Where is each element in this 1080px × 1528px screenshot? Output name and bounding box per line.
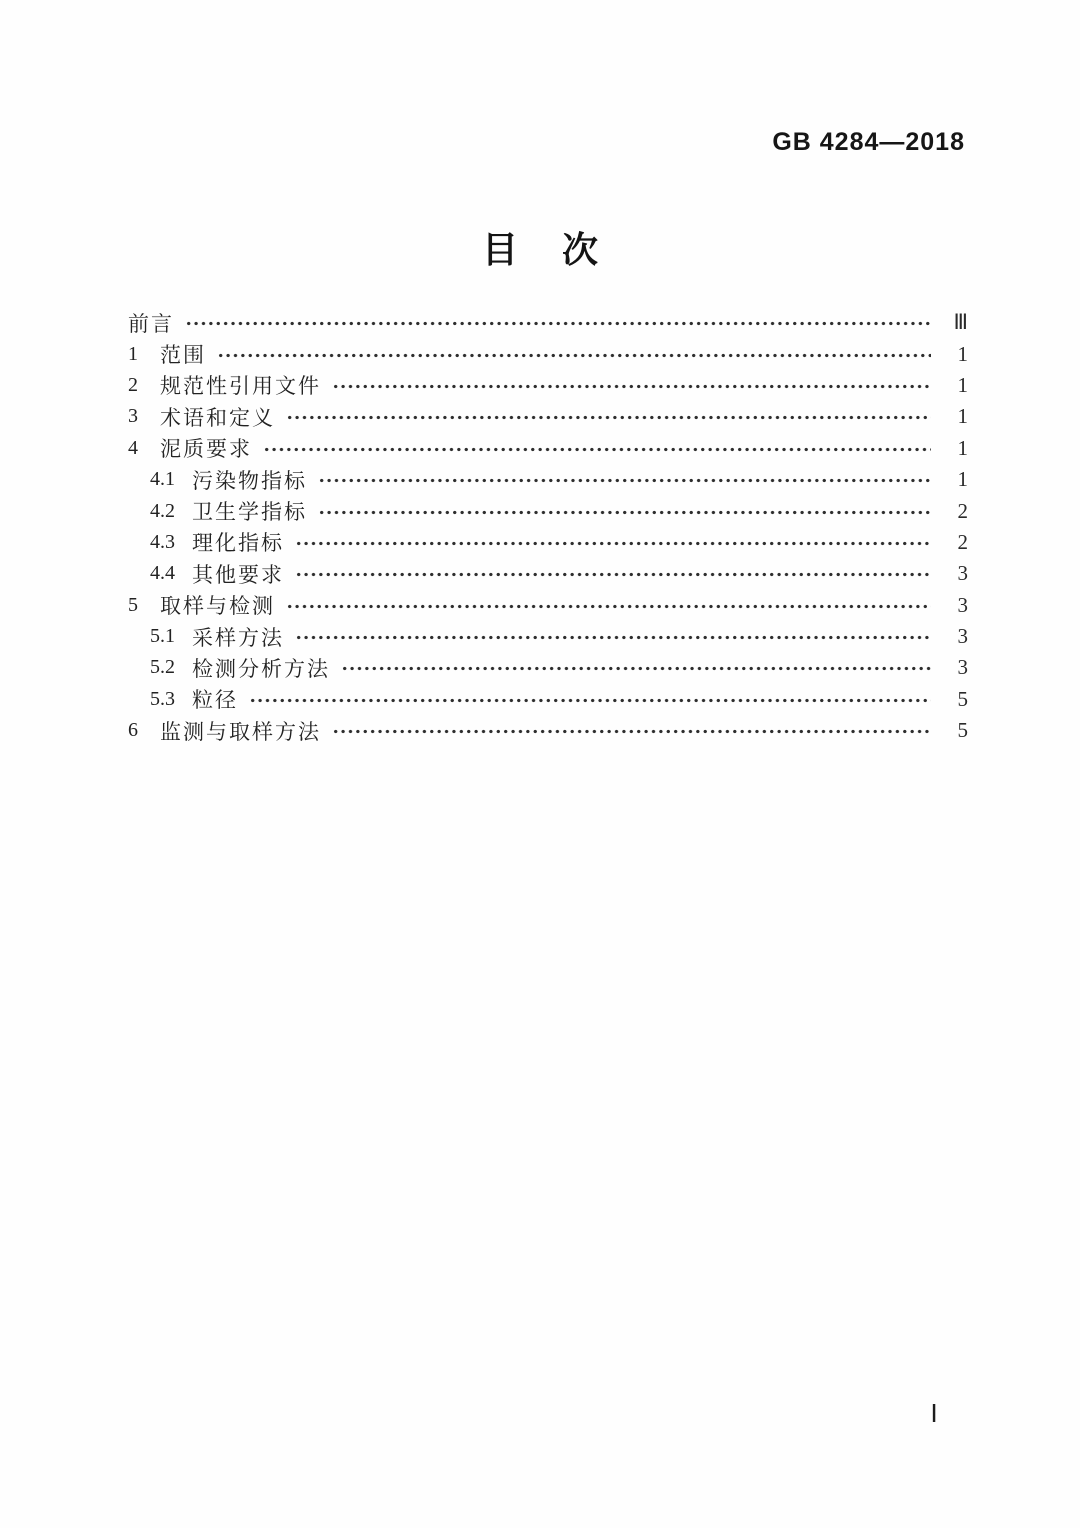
toc-entry xyxy=(128,307,968,338)
dot-leader xyxy=(295,627,931,648)
toc-entry-number: 5.1 xyxy=(150,625,175,648)
toc-entry-page-number: 5 xyxy=(957,686,968,711)
toc-entry xyxy=(128,715,968,746)
toc-entry-page-number: 3 xyxy=(957,561,968,586)
page-title-char-1: 目 xyxy=(481,230,518,270)
dot-leader xyxy=(341,658,931,679)
toc-entry-page-number: 3 xyxy=(957,592,968,617)
toc-entry-page-number: 1 xyxy=(957,404,968,429)
toc-entry xyxy=(128,527,968,558)
dot-leader xyxy=(332,376,931,397)
toc-entry xyxy=(128,338,968,369)
toc-entry-page-number: 3 xyxy=(957,655,968,680)
toc-entry xyxy=(128,495,968,526)
toc-entry-number: 5 xyxy=(128,593,138,616)
toc-entry-number: 1 xyxy=(128,342,138,365)
toc-entry-number: 5.2 xyxy=(150,656,175,679)
toc-entry-title: 卫生学指标 xyxy=(192,500,307,525)
toc-entry xyxy=(128,401,968,432)
toc-entry-title: 其他要求 xyxy=(192,562,284,587)
toc-entry-title: 范围 xyxy=(160,343,206,368)
footer-page-number: Ⅰ xyxy=(930,1401,938,1428)
toc-entry-number: 6 xyxy=(128,719,138,742)
dot-leader xyxy=(318,502,931,523)
toc-entry-page-number: 1 xyxy=(957,341,968,366)
dot-leader xyxy=(286,407,931,428)
toc-entry-title: 理化指标 xyxy=(192,531,284,556)
toc-entry xyxy=(128,621,968,652)
toc-entry-title: 监测与取样方法 xyxy=(160,719,321,744)
toc-entry-number: 4.1 xyxy=(150,468,175,491)
toc-entry-page-number: Ⅲ xyxy=(953,310,968,335)
toc-entry-title: 粒径 xyxy=(192,688,238,713)
dot-leader xyxy=(295,533,931,554)
toc-entry-page-number: 1 xyxy=(957,435,968,460)
toc-entry-page-number: 3 xyxy=(957,624,968,649)
toc-entry-number: 4.4 xyxy=(150,562,175,585)
toc-entry-page-number: 2 xyxy=(957,498,968,523)
toc-entry-page-number: 5 xyxy=(957,718,968,743)
toc-entry-number: 4.3 xyxy=(150,530,175,553)
toc-entry-page-number: 1 xyxy=(957,372,968,397)
toc-entry-number: 3 xyxy=(128,405,138,428)
dot-leader xyxy=(217,345,931,366)
toc-entry-page-number: 1 xyxy=(957,467,968,492)
toc-entry-title: 采样方法 xyxy=(192,625,284,650)
toc-entry-title: 规范性引用文件 xyxy=(160,374,321,399)
toc-entry-page-number: 2 xyxy=(957,529,968,554)
toc-entry-title: 污染物指标 xyxy=(192,468,307,493)
toc-entry-number: 4.2 xyxy=(150,499,175,522)
dot-leader xyxy=(332,721,931,742)
toc-entry-number: 5.3 xyxy=(150,687,175,710)
dot-leader xyxy=(185,313,931,334)
toc-entry-title: 泥质要求 xyxy=(160,437,252,462)
dot-leader xyxy=(318,470,931,491)
dot-leader xyxy=(295,564,931,585)
dot-leader xyxy=(286,596,931,617)
toc-entry-title: 取样与检测 xyxy=(160,594,275,619)
toc-entry xyxy=(128,370,968,401)
dot-leader xyxy=(249,690,931,711)
page-title-char-2: 次 xyxy=(562,230,599,270)
toc-entry-title: 前言 xyxy=(128,311,174,336)
toc-entry-title: 术语和定义 xyxy=(160,405,275,430)
standard-code: GB 4284—2018 xyxy=(772,128,965,156)
toc-entry xyxy=(128,433,968,464)
toc-entry xyxy=(128,652,968,683)
toc-entry-number: 4 xyxy=(128,436,138,459)
dot-leader xyxy=(263,439,931,460)
toc-entry xyxy=(128,558,968,589)
toc-entry xyxy=(128,464,968,495)
toc-entry-title: 检测分析方法 xyxy=(192,656,330,681)
toc-entry-number: 2 xyxy=(128,373,138,396)
page-title xyxy=(0,222,1080,273)
table-of-contents xyxy=(128,307,968,746)
toc-entry xyxy=(128,684,968,715)
toc-entry xyxy=(128,590,968,621)
